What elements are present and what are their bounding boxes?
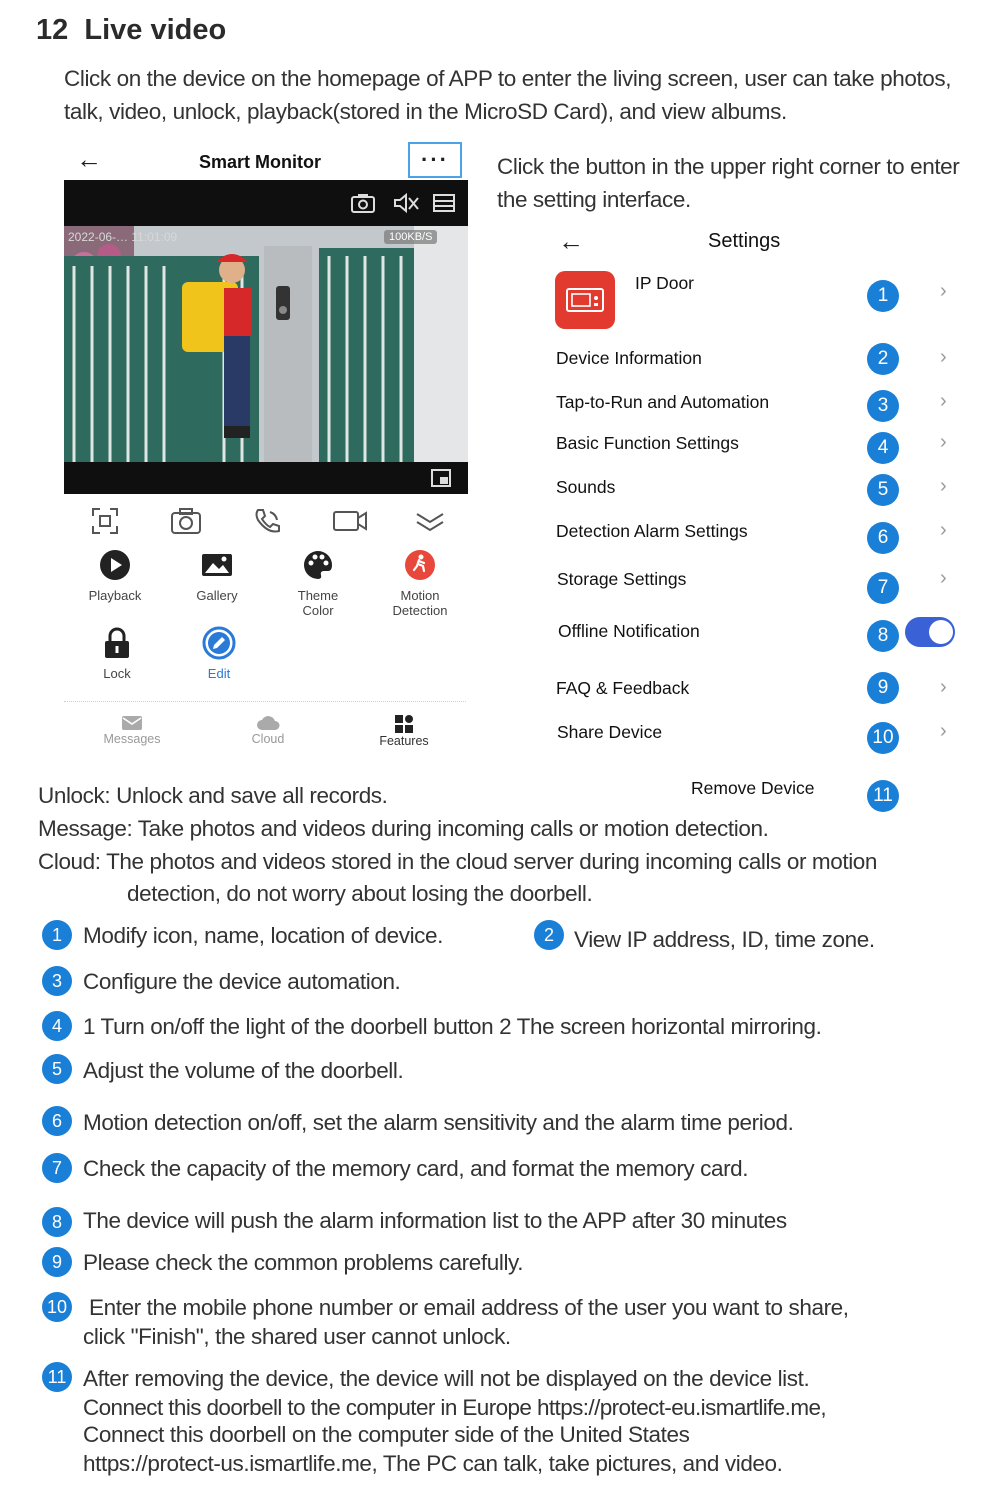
bullet-1: 1	[42, 920, 72, 950]
tile-motion-detection[interactable]	[370, 548, 470, 618]
phone-title: Smart Monitor	[199, 152, 322, 172]
callout-11: 11	[867, 780, 899, 812]
quality-icon[interactable]	[432, 192, 456, 214]
tile-lock-label: Lock	[103, 666, 131, 681]
palette-icon	[301, 548, 335, 582]
back-arrow-icon[interactable]: ←	[76, 144, 102, 174]
offline-notification-toggle[interactable]	[905, 617, 955, 647]
video-toolbar	[64, 180, 468, 226]
item-10: Enter the mobile phone number or email address of the user you want to share,	[89, 1295, 849, 1320]
row-sounds[interactable]: Sounds	[556, 477, 616, 497]
tile-edit-label: Edit	[207, 666, 231, 681]
messages-icon	[121, 714, 143, 732]
callout-2: 2	[867, 343, 899, 375]
tile-theme-color[interactable]	[268, 548, 368, 618]
item-5: Adjust the volume of the doorbell.	[83, 1058, 404, 1083]
bullet-11: 11	[42, 1362, 72, 1392]
item-8: The device will push the alarm information list to the APP after 30 minutes	[83, 1208, 787, 1233]
doorbell-camera-image	[64, 226, 468, 462]
more-dots-icon: ···	[421, 147, 449, 172]
bullet-6: 6	[42, 1106, 72, 1136]
chevron-right-icon[interactable]: ›	[940, 519, 947, 541]
row-device-information[interactable]: Device Information	[556, 348, 702, 368]
item-3: Configure the device automation.	[83, 969, 401, 994]
record-video-icon[interactable]	[332, 506, 368, 536]
collapse-chevrons-icon[interactable]	[414, 508, 446, 534]
section-number: 12	[36, 14, 69, 46]
tile-playback[interactable]	[65, 548, 165, 603]
item-11: After removing the device, the device will not be displayed on the device list.	[83, 1366, 810, 1391]
tabbar-divider	[64, 701, 466, 702]
bullet-8: 8	[42, 1207, 72, 1237]
screenshot-icon[interactable]	[350, 192, 376, 214]
playback-icon	[98, 548, 132, 582]
chevron-right-icon[interactable]: ›	[940, 346, 947, 368]
tile-lock[interactable]	[67, 626, 167, 681]
bullet-5: 5	[42, 1054, 72, 1084]
bullet-10: 10	[42, 1292, 72, 1322]
callout-3: 3	[867, 390, 899, 422]
scan-icon[interactable]	[90, 506, 120, 536]
tile-gallery[interactable]	[167, 548, 267, 603]
camera-icon[interactable]	[170, 506, 202, 536]
tile-motion-detection-label: Motion Detection	[392, 588, 448, 618]
callout-1: 1	[867, 280, 899, 312]
tile-theme-color-label: Theme Color	[297, 588, 339, 618]
callout-9: 9	[867, 672, 899, 704]
note-message: Message: Take photos and videos during incoming calls or motion detection.	[38, 816, 769, 841]
chevron-right-icon[interactable]: ›	[940, 567, 947, 589]
settings-back-arrow-icon[interactable]: ←	[558, 226, 584, 256]
tile-gallery-label: Gallery	[196, 588, 238, 603]
talk-icon[interactable]	[252, 506, 282, 536]
note-cloud-continued: detection, do not worry about losing the doorbell.	[127, 881, 593, 906]
tile-edit[interactable]	[169, 626, 269, 681]
more-options-button[interactable]	[408, 142, 462, 178]
monitor-icon	[565, 286, 605, 314]
live-video-feed[interactable]	[64, 226, 468, 462]
callout-5: 5	[867, 474, 899, 506]
features-grid-icon	[394, 714, 414, 734]
row-offline-notification[interactable]: Offline Notification	[558, 621, 700, 641]
video-timestamp: 2022-06-… 11:01:09	[68, 230, 178, 244]
motion-detection-icon	[403, 548, 437, 582]
cloud-icon	[256, 714, 280, 732]
device-icon[interactable]	[555, 271, 615, 329]
row-tap-to-run[interactable]: Tap-to-Run and Automation	[556, 392, 770, 412]
toggle-knob	[929, 620, 953, 644]
item-10-continued: click "Finish", the shared user cannot unlock.	[83, 1324, 511, 1349]
chevron-right-icon[interactable]: ›	[940, 431, 947, 453]
callout-10: 10	[867, 722, 899, 754]
item-7: Check the capacity of the memory card, and format the memory card.	[83, 1156, 749, 1181]
settings-intro: Click the button in the upper right corner to enter the setting interface.	[497, 154, 960, 212]
gallery-icon	[200, 548, 234, 582]
callout-6: 6	[867, 522, 899, 554]
chevron-right-icon[interactable]: ›	[940, 720, 947, 742]
bullet-7: 7	[42, 1153, 72, 1183]
chevron-right-icon[interactable]: ›	[940, 475, 947, 497]
video-bottom-bar	[64, 462, 468, 494]
item-11-europe: Connect this doorbell to the computer in Europe https://protect-eu.ismartlife.me,	[83, 1395, 827, 1420]
callout-7: 7	[867, 572, 899, 604]
chevron-right-icon[interactable]: ›	[940, 280, 947, 302]
tab-features[interactable]	[354, 714, 454, 748]
stream-speed-badge: 100KB/S	[384, 230, 437, 244]
note-unlock: Unlock: Unlock and save all records.	[38, 783, 388, 808]
row-share-device[interactable]: Share Device	[557, 722, 663, 742]
device-name: IP Door	[635, 273, 695, 293]
section-title: Live video	[84, 14, 227, 46]
bullet-4: 4	[42, 1011, 72, 1041]
section-heading	[36, 14, 226, 47]
item-11-us: Connect this doorbell on the computer side of the United States	[83, 1422, 690, 1447]
item-6: Motion detection on/off, set the alarm sensitivity and the alarm time period.	[83, 1110, 794, 1135]
row-faq-feedback[interactable]: FAQ & Feedback	[556, 678, 690, 698]
tab-messages-label: Messages	[103, 732, 161, 746]
item-2: View IP address, ID, time zone.	[574, 927, 875, 952]
item-11-us-url: https://protect-us.ismartlife.me, The PC can talk, take pictures, and video.	[83, 1451, 783, 1476]
row-basic-function-settings[interactable]: Basic Function Settings	[556, 433, 739, 453]
chevron-right-icon[interactable]: ›	[940, 676, 947, 698]
callout-8: 8	[867, 620, 899, 652]
settings-title: Settings	[708, 230, 781, 252]
mute-icon[interactable]	[392, 192, 420, 214]
item-4: 1 Turn on/off the light of the doorbell button 2 The screen horizontal mirroring.	[83, 1014, 822, 1039]
row-storage-settings[interactable]: Storage Settings	[557, 569, 687, 589]
fullscreen-icon[interactable]	[430, 468, 452, 488]
item-1: Modify icon, name, location of device.	[83, 923, 443, 948]
lock-icon	[100, 626, 134, 660]
note-cloud: Cloud: The photos and videos stored in the cloud server during incoming calls or motion	[38, 849, 878, 874]
row-remove-device[interactable]: Remove Device	[691, 778, 815, 798]
tab-cloud-label: Cloud	[251, 732, 285, 746]
tile-playback-label: Playback	[88, 588, 142, 603]
edit-icon	[202, 626, 236, 660]
callout-4: 4	[867, 432, 899, 464]
tab-messages[interactable]	[82, 714, 182, 746]
intro-paragraph: Click on the device on the homepage of APP to enter the living screen, user can take photos, talk, video, unlock, playback(stored in the MicroSD Card), and view albums.	[64, 66, 952, 124]
item-9: Please check the common problems carefully.	[83, 1250, 524, 1275]
bullet-9: 9	[42, 1247, 72, 1277]
chevron-right-icon[interactable]: ›	[940, 390, 947, 412]
bullet-2: 2	[534, 920, 564, 950]
tab-cloud[interactable]	[218, 714, 318, 746]
bullet-3: 3	[42, 966, 72, 996]
row-detection-alarm-settings[interactable]: Detection Alarm Settings	[556, 521, 748, 541]
tab-features-label: Features	[379, 734, 429, 748]
